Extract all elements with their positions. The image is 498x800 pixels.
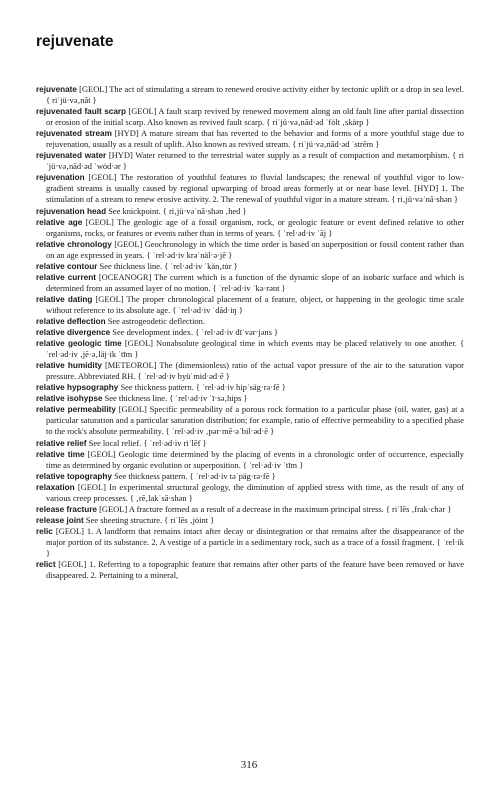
entry-headword: relative humidity <box>36 361 102 371</box>
entry-definition: [HYD] Water returned to the terrestrial water supply as a result of compaction and metamorphism. { riˈjü·və‚nād·əd ˈwȯd·ər } <box>46 150 465 172</box>
entry-definition: [GEOL] 1. A landform that remains intact after decay or disintegration or that remains after the disappearance of the major portion of its substance. 2. A vestige of a particle in a sedimentary rock, such as a trace of a fossil fragment. { ˈrel·ik } <box>46 525 464 558</box>
entry-definition: See knickpoint. { ri‚jü·vəˈnā·shən ‚hed } <box>108 205 247 216</box>
entry-headword: relative hypsography <box>36 383 119 393</box>
entry-headword: relative isohypse <box>36 394 103 404</box>
entry-headword: relative relief <box>36 438 87 448</box>
dictionary-entry <box>36 327 464 338</box>
entry-headword: relative chronology <box>36 239 112 249</box>
entry-headword: release fracture <box>36 504 97 514</box>
entry-definition: [GEOL] The act of stimulating a stream to renewed erosive activity either by tectonic uplift or a drop in sea level. { riˈjü·və‚nāt } <box>46 84 465 106</box>
dictionary-entry <box>36 482 464 504</box>
entry-definition: See astrogeodetic deflection. <box>107 315 205 326</box>
entry-definition: See sheeting structure. { riˈlēs ‚jȯint } <box>85 514 215 525</box>
entry-headword: rejuvenate <box>36 85 77 94</box>
entry-headword: relative dating <box>36 294 93 304</box>
entry-definition: See development index. { ˈrel·əd·iv dīˈvər·jəns } <box>112 327 279 338</box>
dictionary-entry <box>36 106 464 128</box>
dictionary-entry <box>36 404 464 437</box>
dictionary-entry <box>36 438 464 449</box>
running-head: rejuvenate <box>36 33 114 50</box>
entry-headword: relative contour <box>36 261 98 271</box>
dictionary-entry <box>36 84 464 106</box>
entry-definition: See thickness pattern. { ˈrel·əd·iv hipˈsäg·rə·fē } <box>120 382 286 393</box>
entry-definition: See local relief. { ˈrel·əd·iv riˈlēf } <box>88 437 207 448</box>
entry-headword: relative current <box>36 272 96 282</box>
dictionary-entry <box>36 360 464 382</box>
entry-headword: rejuvenation <box>36 173 85 183</box>
entry-definition: [GEOL] In experimental structural geology, the diminution of applied stress with time, as the result of any of various creep processes. { ‚rē‚lakˈsā·shən } <box>46 481 464 503</box>
entry-headword: relative deflection <box>36 316 106 326</box>
entry-definition: See thickness pattern. { ˈrel·əd·iv təˈpäg·rə·fē } <box>114 470 276 481</box>
dictionary-entry <box>36 393 464 404</box>
entry-definition: [GEOL] A fault scarp revived by renewed movement along an old fault line after partial dissection or erosion of the initial scarp. Also known as revived fault scarp. { riˈjü·və‚nād·əd ˈfȯlt ‚skärp } <box>46 106 465 128</box>
dictionary-entry <box>36 515 464 526</box>
dictionary-entry <box>36 217 464 239</box>
dictionary-entry <box>36 471 464 482</box>
entry-headword: rejuvenated fault scarp <box>36 107 127 117</box>
entry-headword: relic <box>36 526 53 536</box>
entry-headword: relict <box>36 560 56 570</box>
entry-definition: [GEOL] Specific permeability of a porous rock formation to a particular phase (oil, water, gas) at a particular saturation and a particular saturation distribution; for example, ratio of effective permeability to a specified phase to the rock's absolute permeability. { ˈrel·əd·iv ‚pər·mē·əˈbil·əd·ē } <box>46 404 465 437</box>
dictionary-entry <box>36 206 464 217</box>
entry-headword: relative permeability <box>36 405 116 415</box>
dictionary-entry <box>36 504 464 515</box>
entry-definition: [GEOL] The geologic age of a fossil organism, rock, or geologic feature or event defined relative to other organisms, rocks, or features or events rather than in terms of years. { ˈrel·əd·iv ˈāj } <box>46 216 465 238</box>
dictionary-entry <box>36 261 464 272</box>
entry-definition: See thickness line. { ˈrel·əd·iv ˈī·sə‚hips } <box>104 393 248 404</box>
entry-definition: [GEOL] Geologic time determined by the placing of events in a chronologic order of occurrence, especially time as determined by organic evolution or superposition. { ˈrel·əd·iv ˈtīm } <box>46 448 465 470</box>
entry-definition: See thickness line. { ˈrel·əd·iv ˈkän‚tu̇r } <box>99 260 238 271</box>
entry-definition: [GEOL] A fracture formed as a result of a decrease in the maximum principal stress. { riˈlēs ‚frak·chər } <box>99 503 452 514</box>
page-number: 316 <box>240 759 258 771</box>
dictionary-entry <box>36 294 464 316</box>
entry-definition: [HYD] A mature stream that has reverted to the behavior and forms of a more youthful stage due to rejuvenation, usually as a result of uplift. Also known as revived stream. { riˈjü·və‚nād·əd ˈstrēm } <box>46 128 464 150</box>
entry-definition: [GEOL] Geochronology in which the time order is based on superposition or fossil content rather than on an age expressed in years. { ˈrel·əd·iv krəˈnäl·ə·jē } <box>46 238 465 260</box>
entry-headword: release joint <box>36 515 84 525</box>
entry-definition: [GEOL] Nonabsolute geological time in which events may be placed relatively to one another. { ˈrel·əd·iv ‚jē·ə‚läj·ik ˈtīm } <box>46 338 465 360</box>
dictionary-entry <box>36 526 464 559</box>
entry-headword: rejuvenation head <box>36 206 107 216</box>
entry-headword: relative geologic time <box>36 339 122 349</box>
entry-headword: rejuvenated stream <box>36 129 112 139</box>
entry-definition: [GEOL] The proper chronological placement of a feature, object, or happening in the geologic time scale without reference to its absolute age. { ˈrel·əd·iv ˈdād·iŋ } <box>46 293 464 315</box>
entry-definition: [GEOL] The restoration of youthful features to fluvial landscapes; the renewal of youthful vigor to low-gradient streams is usually caused by regional upwarping of broad areas formerly at or near base level. [HYD] 1. The stimulation of a stream to renew erosive activity. 2. The renewal of youthful vigor in a mature stream. { ri‚jü·vəˈnā·shən } <box>46 172 465 205</box>
entry-headword: relative time <box>36 449 85 459</box>
dictionary-entry <box>36 272 464 294</box>
dictionary-entry <box>36 239 464 261</box>
entry-list <box>36 84 464 581</box>
entry-definition: [GEOL] 1. Referring to a topographic feature that remains after other parts of the feature have been removed or have disappeared. 2. Pertaining to a mineral, <box>46 559 464 581</box>
dictionary-entry <box>36 559 464 581</box>
entry-headword: rejuvenated water <box>36 151 107 161</box>
dictionary-entry <box>36 449 464 471</box>
entry-headword: relative topography <box>36 471 112 481</box>
entry-headword: relaxation <box>36 482 75 492</box>
entry-headword: relative divergence <box>36 328 111 338</box>
dictionary-entry <box>36 338 464 360</box>
entry-definition: [OCEANOGR] The current which is a function of the dynamic slope of an isobaric surface and which is determined from an assumed layer of no motion. { ˈrel·əd·iv ˈkə·rənt } <box>46 271 464 293</box>
entry-definition: [METEOROL] The (dimensionless) ratio of the actual vapor pressure of the air to the saturation vapor pressure. Abbreviated RH. { ˈrel·əd·iv hyüˈmid·əd·ē } <box>46 360 464 382</box>
entry-headword: relative age <box>36 217 83 227</box>
dictionary-entry <box>36 316 464 327</box>
dictionary-entry <box>36 382 464 393</box>
dictionary-entry <box>36 150 464 172</box>
dictionary-entry <box>36 128 464 150</box>
dictionary-entry <box>36 172 464 205</box>
